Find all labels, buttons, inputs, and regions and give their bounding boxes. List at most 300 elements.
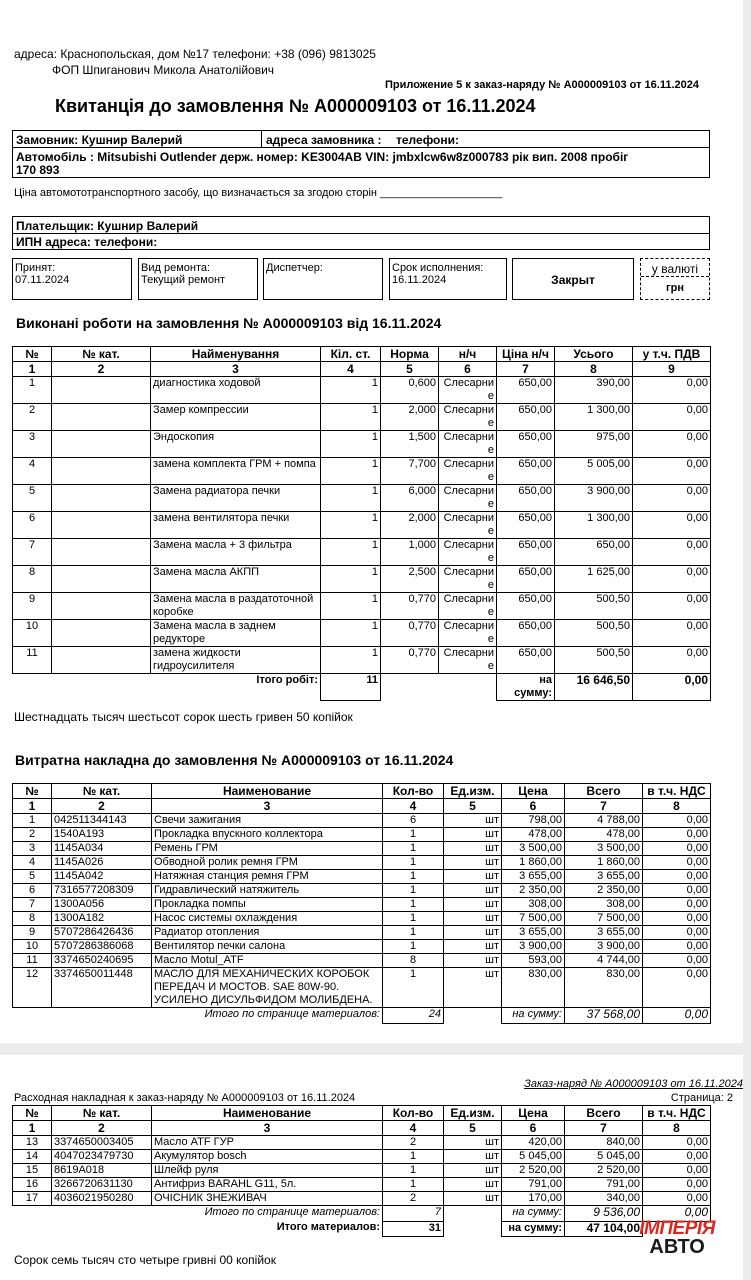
grand-total-label: Итого материалов:: [276, 1221, 380, 1233]
grand-total-qty: 31: [383, 1221, 444, 1236]
table-cell: 0,00: [633, 566, 711, 593]
table-cell: 5 045,00: [502, 1150, 565, 1164]
table-cell: Вентилятор печки салона: [152, 940, 383, 954]
col-header: Кол-во: [383, 784, 444, 799]
col-number: 3: [152, 799, 383, 814]
col-number: 6: [502, 1121, 565, 1136]
table-cell: 0,770: [381, 647, 439, 674]
grand-total-sum: 47 104,00: [565, 1221, 643, 1236]
table-cell: шт: [444, 856, 502, 870]
table-cell: Радиатор отопления: [152, 926, 383, 940]
table-cell: 3 500,00: [565, 842, 643, 856]
table-cell: 0,00: [643, 954, 711, 968]
page2-total-label: Итого по странице материалов:: [13, 1206, 383, 1222]
table-cell: 1: [321, 620, 381, 647]
col-number: 6: [439, 362, 497, 377]
col-header: Цена: [502, 784, 565, 799]
col-header: в т.ч. НДС: [643, 784, 711, 799]
col-header: Ед.изм.: [444, 1106, 502, 1121]
accepted-box: [12, 258, 132, 300]
table-cell: 0,00: [643, 940, 711, 954]
table-cell: 1145A042: [52, 870, 152, 884]
col-header: в т.ч. НДС: [643, 1106, 711, 1121]
table-cell: 8: [13, 566, 52, 593]
table-cell: [52, 647, 151, 674]
table-cell: 1 860,00: [502, 856, 565, 870]
table-cell: Слесарние: [439, 593, 497, 620]
table-cell: ОЧІСНИК ЗНЕЖИВАЧ: [152, 1192, 383, 1206]
table-cell: 2 350,00: [565, 884, 643, 898]
table-cell: 650,00: [497, 593, 555, 620]
col-number: 5: [444, 1121, 502, 1136]
table-cell: 9: [13, 593, 52, 620]
col-number: 8: [643, 799, 711, 814]
col-header: Цена: [502, 1106, 565, 1121]
table-cell: Акумулятор bosch: [152, 1150, 383, 1164]
table-cell: 7: [13, 539, 52, 566]
table-cell: 478,00: [565, 828, 643, 842]
table-cell: 1: [383, 912, 444, 926]
col-number: 8: [555, 362, 633, 377]
table-cell: Ремень ГРМ: [152, 842, 383, 856]
table-cell: замена вентилятора печки: [151, 512, 321, 539]
table-cell: 1: [383, 1178, 444, 1192]
table-cell: Насос системы охлаждения: [152, 912, 383, 926]
table-cell: 4: [13, 458, 52, 485]
table-cell: 0,770: [381, 593, 439, 620]
table-row: [13, 377, 711, 404]
table-cell: 11: [13, 954, 52, 968]
table-cell: 0,00: [643, 1136, 711, 1150]
table-cell: 14: [13, 1150, 52, 1164]
table-cell: [52, 620, 151, 647]
table-cell: [52, 377, 151, 404]
table-row: [13, 926, 711, 940]
table-cell: 1 860,00: [565, 856, 643, 870]
table-cell: [52, 593, 151, 620]
table-cell: 3374650240695: [52, 954, 152, 968]
table-cell: 650,00: [497, 485, 555, 512]
table-cell: Слесарние: [439, 485, 497, 512]
table-cell: шт: [444, 814, 502, 828]
table-row: [13, 566, 711, 593]
materials-page-total-vat: 0,00: [643, 1008, 711, 1024]
page-title: Квитанція до замовлення № А000009103 от 16.11.2024: [55, 96, 536, 116]
table-row: [13, 404, 711, 431]
materials-title: Витратна накладна до замовлення № А000009103 от 16.11.2024: [15, 752, 454, 768]
table-cell: 3 900,00: [502, 940, 565, 954]
table-cell: Масло Motul_ATF: [152, 954, 383, 968]
page-2: [0, 1055, 743, 1280]
col-header: Найменування: [151, 347, 321, 362]
table-cell: 650,00: [497, 431, 555, 458]
table-cell: 5707286426436: [52, 926, 152, 940]
table-row: [13, 870, 711, 884]
table-cell: 0,00: [633, 593, 711, 620]
table-cell: 1 300,00: [555, 404, 633, 431]
table-row: [13, 620, 711, 647]
table-row: [13, 1136, 711, 1150]
table-cell: 4047023479730: [52, 1150, 152, 1164]
table-cell: 1: [321, 404, 381, 431]
table-cell: Слесарние: [439, 377, 497, 404]
col-number: 5: [381, 362, 439, 377]
table-cell: 791,00: [502, 1178, 565, 1192]
table-row: [13, 842, 711, 856]
table-cell: 3374650011448: [52, 968, 152, 1008]
table-cell: 2 350,00: [502, 884, 565, 898]
table-cell: Слесарние: [439, 404, 497, 431]
table-cell: 0,00: [633, 539, 711, 566]
table-cell: шт: [444, 940, 502, 954]
table-cell: 8: [383, 954, 444, 968]
table-cell: 0,00: [643, 1164, 711, 1178]
table-cell: 3 655,00: [565, 870, 643, 884]
table-cell: 5 045,00: [565, 1150, 643, 1164]
table-row: [13, 828, 711, 842]
table-cell: Слесарние: [439, 566, 497, 593]
col-header: Всего: [565, 784, 643, 799]
table-row: [13, 1150, 711, 1164]
table-cell: 0,00: [643, 898, 711, 912]
table-cell: 0,00: [633, 458, 711, 485]
page2-subtitle: Расходная накладная к заказ-наряду № А000009103 от 16.11.2024: [14, 1092, 356, 1104]
table-cell: 3: [13, 842, 52, 856]
currency-label: у валюті: [641, 262, 709, 277]
page2-sum-label: на сумму:: [502, 1206, 565, 1222]
table-cell: 2 520,00: [565, 1164, 643, 1178]
materials-page-total-label: Итого по странице материалов:: [13, 1008, 383, 1024]
table-cell: 0,00: [643, 828, 711, 842]
table-cell: 1 625,00: [555, 566, 633, 593]
table-row: [13, 912, 711, 926]
table-cell: [52, 431, 151, 458]
table-cell: 2 520,00: [502, 1164, 565, 1178]
status-badge: Закрыт: [551, 273, 595, 287]
table-cell: Замена масла АКПП: [151, 566, 321, 593]
repair-type-value: Текущий ремонт: [141, 274, 226, 286]
table-cell: 1: [383, 870, 444, 884]
col-number: 2: [52, 362, 151, 377]
table-row: [13, 458, 711, 485]
table-cell: 13: [13, 1136, 52, 1150]
table-cell: 2,000: [381, 512, 439, 539]
table-cell: 650,00: [497, 404, 555, 431]
table-cell: 830,00: [502, 968, 565, 1008]
col-header: № кат.: [52, 784, 152, 799]
col-number: 2: [52, 1121, 152, 1136]
table-cell: 6,000: [381, 485, 439, 512]
table-cell: 042511344143: [52, 814, 152, 828]
dispatcher-label: Диспетчер:: [266, 262, 323, 274]
page2-total-qty: 7: [383, 1206, 444, 1222]
table-cell: шт: [444, 1178, 502, 1192]
col-header: Наименование: [152, 1106, 383, 1121]
table-cell: Свечи зажигания: [152, 814, 383, 828]
materials-page-total-qty: 24: [383, 1008, 444, 1024]
table-row: [13, 512, 711, 539]
table-cell: 4: [13, 856, 52, 870]
table-cell: 308,00: [565, 898, 643, 912]
table-cell: [52, 539, 151, 566]
works-total-in-words: Шестнадцать тысяч шестьсот сорок шесть гривен 50 копійок: [14, 710, 353, 724]
table-cell: 0,00: [633, 404, 711, 431]
table-cell: 1: [321, 485, 381, 512]
table-cell: 0,00: [643, 842, 711, 856]
table-cell: 1: [383, 884, 444, 898]
table-cell: шт: [444, 968, 502, 1008]
col-header: н/ч: [439, 347, 497, 362]
watermark-logo: [639, 1220, 715, 1256]
table-cell: 0,00: [643, 870, 711, 884]
accepted-date: 07.11.2024: [15, 274, 70, 286]
table-cell: [52, 404, 151, 431]
table-cell: шт: [444, 898, 502, 912]
table-cell: [52, 458, 151, 485]
works-table: [12, 346, 711, 701]
table-cell: Замена масла в заднем редукторе: [151, 620, 321, 647]
table-cell: Слесарние: [439, 539, 497, 566]
table-cell: 0,00: [643, 968, 711, 1008]
col-number: 3: [152, 1121, 383, 1136]
table-cell: 650,00: [497, 566, 555, 593]
table-cell: [52, 566, 151, 593]
col-number: 2: [52, 799, 152, 814]
table-cell: 1145A034: [52, 842, 152, 856]
table-cell: 0,00: [643, 926, 711, 940]
status-box: [512, 258, 634, 300]
col-header: Всего: [565, 1106, 643, 1121]
deadline-label: Срок исполнения:: [392, 262, 484, 274]
table-row: [13, 1164, 711, 1178]
table-cell: 1: [383, 828, 444, 842]
table-cell: 0,00: [633, 377, 711, 404]
table-cell: Слесарние: [439, 431, 497, 458]
table-cell: 2,000: [381, 404, 439, 431]
table-cell: 17: [13, 1192, 52, 1206]
col-number: 4: [383, 799, 444, 814]
col-header: Ед.изм.: [444, 784, 502, 799]
table-cell: [52, 485, 151, 512]
col-header: Усього: [555, 347, 633, 362]
table-cell: шт: [444, 842, 502, 856]
table-cell: 3 900,00: [565, 940, 643, 954]
table-cell: диагностика ходовой: [151, 377, 321, 404]
col-number: 1: [13, 362, 52, 377]
works-total-qty: 11: [321, 674, 381, 701]
table-cell: 798,00: [502, 814, 565, 828]
repair-type-box: [138, 258, 258, 300]
car-mileage: 170 893: [16, 163, 60, 177]
table-cell: 7 500,00: [565, 912, 643, 926]
table-cell: 390,00: [555, 377, 633, 404]
table-cell: 0,00: [643, 856, 711, 870]
table-cell: шт: [444, 870, 502, 884]
table-cell: 11: [13, 647, 52, 674]
table-cell: 3 655,00: [502, 926, 565, 940]
table-cell: 593,00: [502, 954, 565, 968]
table-cell: 830,00: [565, 968, 643, 1008]
table-cell: Слесарние: [439, 620, 497, 647]
customer-phones-label: телефони:: [396, 133, 459, 147]
payer-block: [12, 216, 710, 250]
materials-total-in-words: Сорок семь тысяч сто четыре гривні 00 копійок: [14, 1253, 276, 1267]
col-number: 1: [13, 799, 52, 814]
col-header: Наименование: [152, 784, 383, 799]
table-cell: 1: [321, 512, 381, 539]
table-cell: 650,00: [497, 377, 555, 404]
table-row: [13, 1178, 711, 1192]
address-line: адреса: Краснопольская, дом №17 телефони: +38 (096) 9813025: [14, 47, 376, 61]
customer-address-label: адреса замовника :: [266, 133, 382, 147]
deadline-box: [389, 258, 507, 300]
table-cell: 1: [13, 814, 52, 828]
table-cell: 478,00: [502, 828, 565, 842]
table-row: [13, 884, 711, 898]
table-cell: 1300A056: [52, 898, 152, 912]
table-cell: 1: [321, 593, 381, 620]
table-cell: Шлейф руля: [152, 1164, 383, 1178]
table-cell: 650,00: [497, 539, 555, 566]
table-cell: 1,500: [381, 431, 439, 458]
table-cell: шт: [444, 1192, 502, 1206]
table-cell: Замена радиатора печки: [151, 485, 321, 512]
table-cell: 0,00: [643, 1192, 711, 1206]
currency-box: [640, 258, 710, 300]
payer-name: Плательщик: Кушнир Валерий: [16, 219, 199, 233]
table-row: [13, 1192, 711, 1206]
table-cell: Масло ATF ГУР: [152, 1136, 383, 1150]
table-cell: 500,50: [555, 620, 633, 647]
materials-table-page2: [12, 1105, 711, 1237]
col-header: № кат.: [52, 1106, 152, 1121]
table-cell: Прокладка впускного коллектора: [152, 828, 383, 842]
materials-sum-label: на сумму:: [502, 1008, 565, 1024]
car-info: Автомобіль : Mitsubishi Outlender держ. номер: KE3004AB VIN: jmbxlcw6w8z000783 рік вип. 2008 пробіг: [16, 150, 629, 164]
table-cell: 3374650003405: [52, 1136, 152, 1150]
col-header: Кіл. ст.: [321, 347, 381, 362]
col-number: 3: [151, 362, 321, 377]
table-cell: Замена масла в раздатоточной коробке: [151, 593, 321, 620]
works-title: Виконані роботи на замовлення № А000009103 від 16.11.2024: [16, 315, 442, 331]
table-cell: 0,00: [643, 1178, 711, 1192]
accepted-label: Принят:: [15, 262, 56, 274]
works-total-label: Ітого робіт:: [13, 674, 321, 701]
table-cell: 0,00: [633, 620, 711, 647]
table-cell: Прокладка помпы: [152, 898, 383, 912]
table-cell: 6: [13, 512, 52, 539]
table-cell: 0,00: [643, 814, 711, 828]
table-cell: 0,00: [633, 647, 711, 674]
table-cell: 650,00: [497, 458, 555, 485]
col-header: №: [13, 1106, 52, 1121]
company-name: ФОП Шпиганович Микола Анатолійович: [52, 63, 275, 77]
table-cell: 1: [383, 856, 444, 870]
table-cell: 5707286386068: [52, 940, 152, 954]
table-cell: замена жидкости гидроусилителя: [151, 647, 321, 674]
table-cell: 2: [383, 1136, 444, 1150]
col-header: у т.ч. ПДВ: [633, 347, 711, 362]
table-cell: шт: [444, 1150, 502, 1164]
table-cell: 1145A026: [52, 856, 152, 870]
table-row: [13, 593, 711, 620]
table-row: [13, 856, 711, 870]
table-cell: 7,700: [381, 458, 439, 485]
table-cell: 0,00: [633, 485, 711, 512]
table-cell: 7: [13, 898, 52, 912]
grand-sum-label: на сумму:: [502, 1221, 565, 1236]
watermark-line2: АВТО: [649, 1236, 705, 1258]
table-cell: 3 900,00: [555, 485, 633, 512]
materials-page-total-sum: 37 568,00: [565, 1008, 643, 1024]
col-number: 7: [565, 799, 643, 814]
table-cell: 0,600: [381, 377, 439, 404]
col-number: 9: [633, 362, 711, 377]
table-cell: 5: [13, 870, 52, 884]
repair-type-label: Вид ремонта:: [141, 262, 211, 274]
table-cell: 2: [13, 828, 52, 842]
table-cell: 0,00: [633, 431, 711, 458]
table-cell: шт: [444, 884, 502, 898]
table-row: [13, 539, 711, 566]
table-cell: [52, 512, 151, 539]
col-number: 4: [383, 1121, 444, 1136]
col-header: №: [13, 784, 52, 799]
table-cell: 3 500,00: [502, 842, 565, 856]
col-number: 7: [565, 1121, 643, 1136]
col-header: Норма: [381, 347, 439, 362]
table-cell: Слесарние: [439, 647, 497, 674]
table-cell: 1,000: [381, 539, 439, 566]
table-cell: 12: [13, 968, 52, 1008]
col-number: 6: [502, 799, 565, 814]
table-cell: 0,00: [643, 1150, 711, 1164]
page-number: Страница: 2: [670, 1092, 733, 1104]
table-cell: 7316577208309: [52, 884, 152, 898]
table-row: [13, 898, 711, 912]
table-cell: 1: [383, 1150, 444, 1164]
table-cell: 975,00: [555, 431, 633, 458]
page2-total-sum: 9 536,00: [565, 1206, 643, 1222]
table-cell: шт: [444, 828, 502, 842]
table-cell: 420,00: [502, 1136, 565, 1150]
table-cell: 10: [13, 620, 52, 647]
deadline-date: 16.11.2024: [392, 274, 447, 286]
table-cell: 6: [13, 884, 52, 898]
table-cell: 1: [321, 566, 381, 593]
table-cell: 0,00: [643, 884, 711, 898]
table-cell: 1: [383, 898, 444, 912]
table-cell: Натяжная станция ремня ГРМ: [152, 870, 383, 884]
table-cell: 1: [321, 539, 381, 566]
table-cell: 1 300,00: [555, 512, 633, 539]
attachment-note: Приложение 5 к заказ-наряду № А000009103 от 16.11.2024: [385, 79, 699, 91]
table-cell: 2: [13, 404, 52, 431]
table-cell: 3: [13, 431, 52, 458]
table-cell: 650,00: [555, 539, 633, 566]
table-cell: Слесарние: [439, 512, 497, 539]
table-cell: 1: [383, 1164, 444, 1178]
table-cell: 4 788,00: [565, 814, 643, 828]
table-cell: Слесарние: [439, 458, 497, 485]
table-cell: 500,50: [555, 647, 633, 674]
table-row: [13, 814, 711, 828]
table-cell: 0,00: [643, 912, 711, 926]
table-cell: 308,00: [502, 898, 565, 912]
table-cell: 8: [13, 912, 52, 926]
col-number: 7: [497, 362, 555, 377]
col-header: Кол-во: [383, 1106, 444, 1121]
